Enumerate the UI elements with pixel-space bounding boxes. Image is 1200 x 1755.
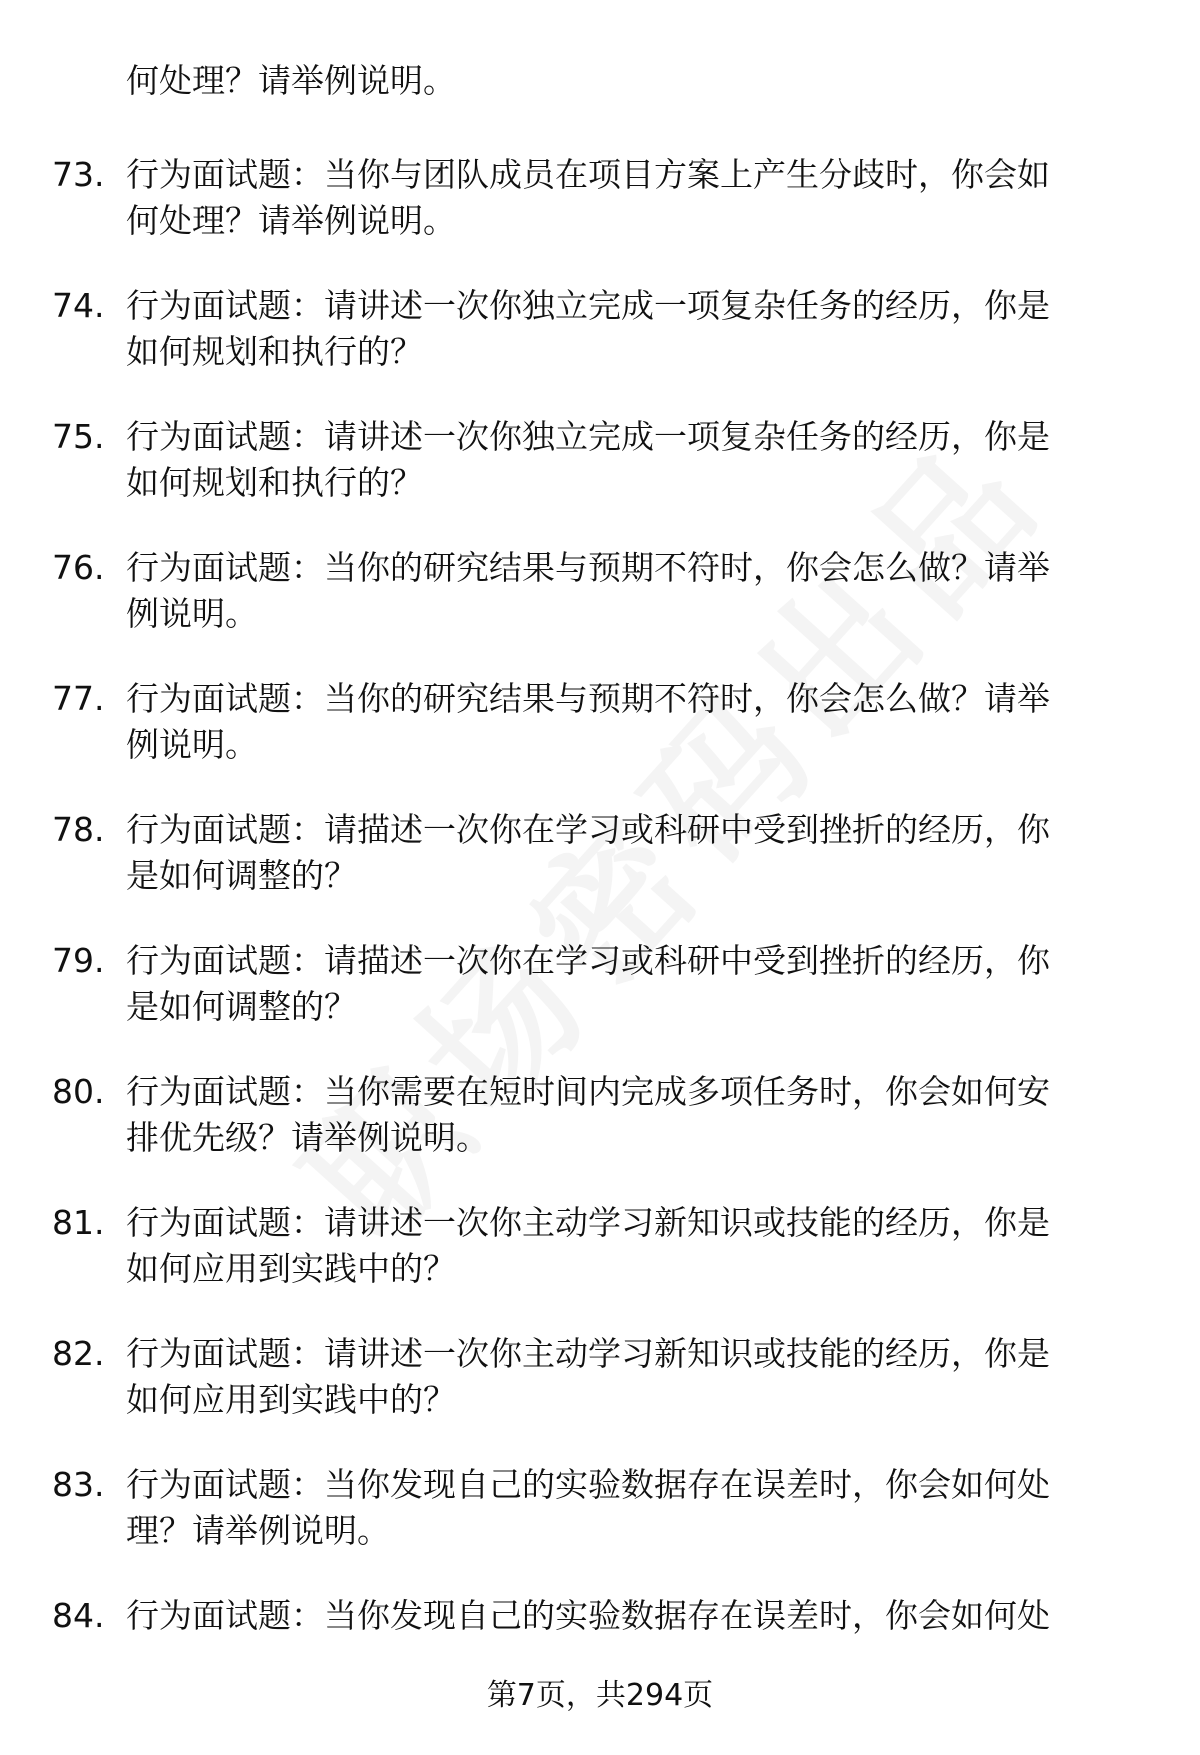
question-number: 76. [52,548,105,587]
question-number: 84. [52,1596,105,1635]
question-text: 行为面试题：请描述一次你在学习或科研中受到挫折的经历，你 是如何调整的？ [126,810,1050,895]
list-item [0,152,1200,283]
list-item [0,1331,1200,1462]
list-item [0,414,1200,545]
continued-question-text: 何处理？请举例说明。 [126,61,456,100]
question-text: 行为面试题：当你发现自己的实验数据存在误差时，你会如何处 [126,1596,1050,1635]
list-item [0,676,1200,807]
list-item [0,283,1200,414]
question-text: 行为面试题：请讲述一次你独立完成一项复杂任务的经历，你是 如何规划和执行的？ [126,286,1050,371]
page-footer: 第7页，共294页 [486,1678,714,1713]
question-text: 行为面试题：当你的研究结果与预期不符时，你会怎么做？请举 例说明。 [126,679,1050,764]
question-text: 行为面试题：请讲述一次你独立完成一项复杂任务的经历，你是 如何规划和执行的？ [126,417,1050,502]
question-list [0,152,1200,1724]
question-number: 82. [52,1334,105,1373]
question-number: 81. [52,1203,105,1242]
list-item [0,1069,1200,1200]
question-number: 77. [52,679,105,718]
list-item [0,545,1200,676]
list-item [0,938,1200,1069]
list-item [0,1462,1200,1593]
question-text: 行为面试题：当你发现自己的实验数据存在误差时，你会如何处 理？请举例说明。 [126,1465,1050,1550]
question-number: 74. [52,286,105,325]
question-number: 73. [52,155,105,194]
question-text: 行为面试题：当你的研究结果与预期不符时，你会怎么做？请举 例说明。 [126,548,1050,633]
question-number: 79. [52,941,105,980]
question-text: 行为面试题：当你与团队成员在项目方案上产生分歧时，你会如 何处理？请举例说明。 [126,155,1050,240]
list-item [0,1200,1200,1331]
list-item [0,807,1200,938]
question-number: 80. [52,1072,105,1111]
question-text: 行为面试题：当你需要在短时间内完成多项任务时，你会如何安 排优先级？请举例说明。 [126,1072,1050,1157]
question-number: 75. [52,417,105,456]
question-number: 78. [52,810,105,849]
question-text: 行为面试题：请描述一次你在学习或科研中受到挫折的经历，你 是如何调整的？ [126,941,1050,1026]
question-number: 83. [52,1465,105,1504]
question-text: 行为面试题：请讲述一次你主动学习新知识或技能的经历，你是 如何应用到实践中的？ [126,1334,1050,1419]
question-text: 行为面试题：请讲述一次你主动学习新知识或技能的经历，你是 如何应用到实践中的？ [126,1203,1050,1288]
